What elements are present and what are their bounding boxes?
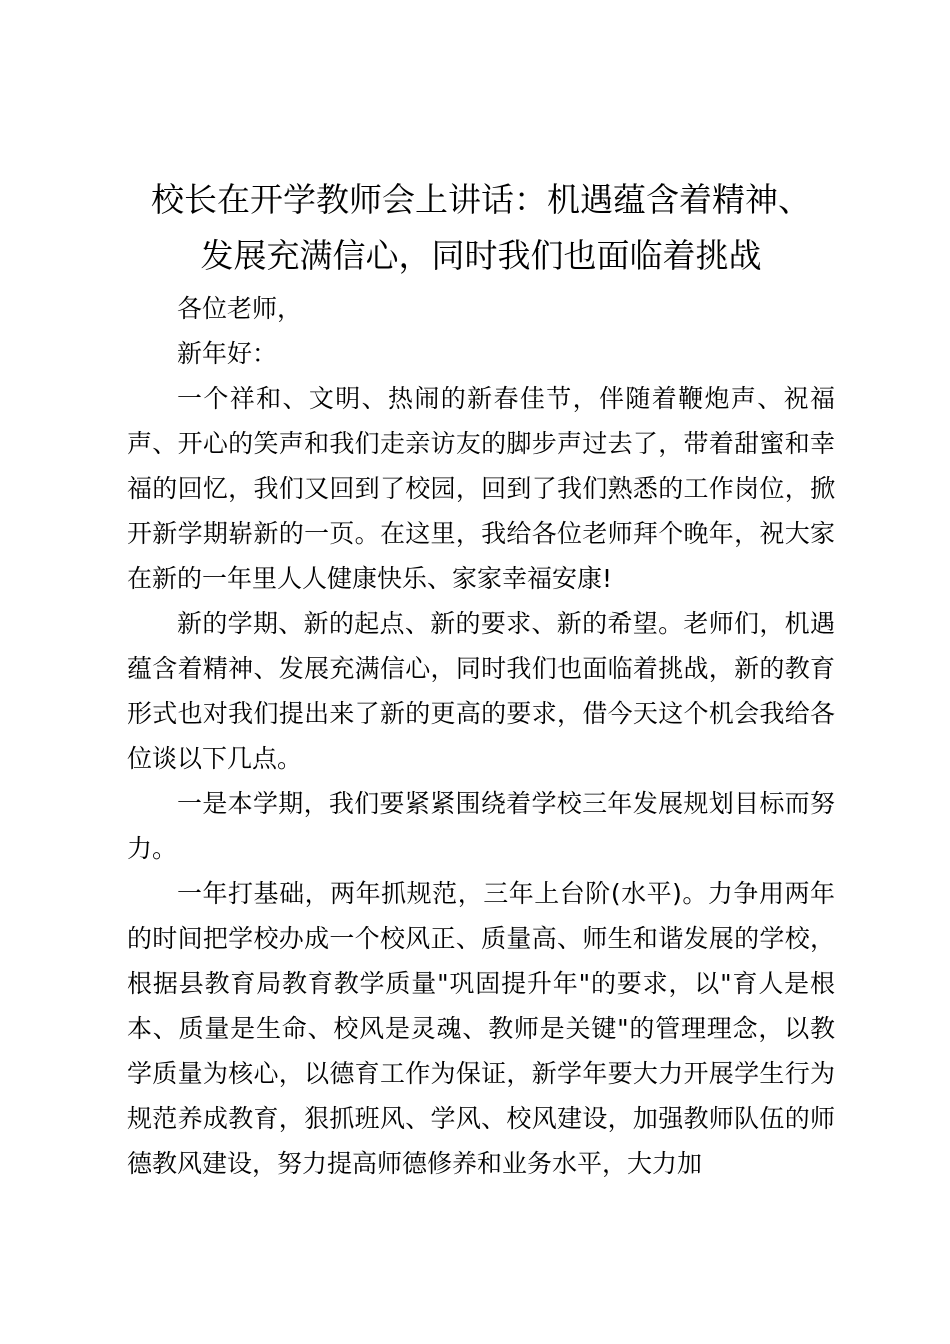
title-line-1: 校长在开学教师会上讲话：机遇蕴含着精神、 [151, 180, 811, 219]
paragraph: 一年打基础，两年抓规范，三年上台阶(水平)。力争用两年的时间把学校办成一个校风正、质量高、师生和谐发展的学校，根据县教育局教育教学质量"巩固提升年"的要求，以"育人是根本、质量是生命、校风是灵魂、教师是关键"的管理理念，以教学质量为核心，以德育工作为保证，新学年要大力开展学生行为规范养成教育，狠抓班风、学风、校风建设，加强教师队伍的师德教风建设，努力提高师德修养和业务水平，大力加 [127, 879, 835, 1178]
greeting: 新年好： [177, 339, 278, 368]
salutation: 各位老师， [177, 294, 303, 323]
document-title [127, 172, 835, 284]
paragraph: 一是本学期，我们要紧紧围绕着学校三年发展规划目标而努力。 [127, 789, 835, 863]
paragraph: 新的学期、新的起点、新的要求、新的希望。老师们，机遇蕴含着精神、发展充满信心，同时我们也面临着挑战，新的教育形式也对我们提出来了新的更高的要求，借今天这个机会我给各位谈以下几点。 [127, 609, 835, 773]
paragraph: 一个祥和、文明、热闹的新春佳节，伴随着鞭炮声、祝福声、开心的笑声和我们走亲访友的脚步声过去了，带着甜蜜和幸福的回忆，我们又回到了校园，回到了我们熟悉的工作岗位，掀开新学期崭新的一页。在这里，我给各位老师拜个晚年，祝大家在新的一年里人人健康快乐、家家幸福安康! [127, 384, 835, 593]
document-body [127, 172, 835, 1186]
title-line-2: 发展充满信心，同时我们也面临着挑战 [200, 236, 762, 275]
